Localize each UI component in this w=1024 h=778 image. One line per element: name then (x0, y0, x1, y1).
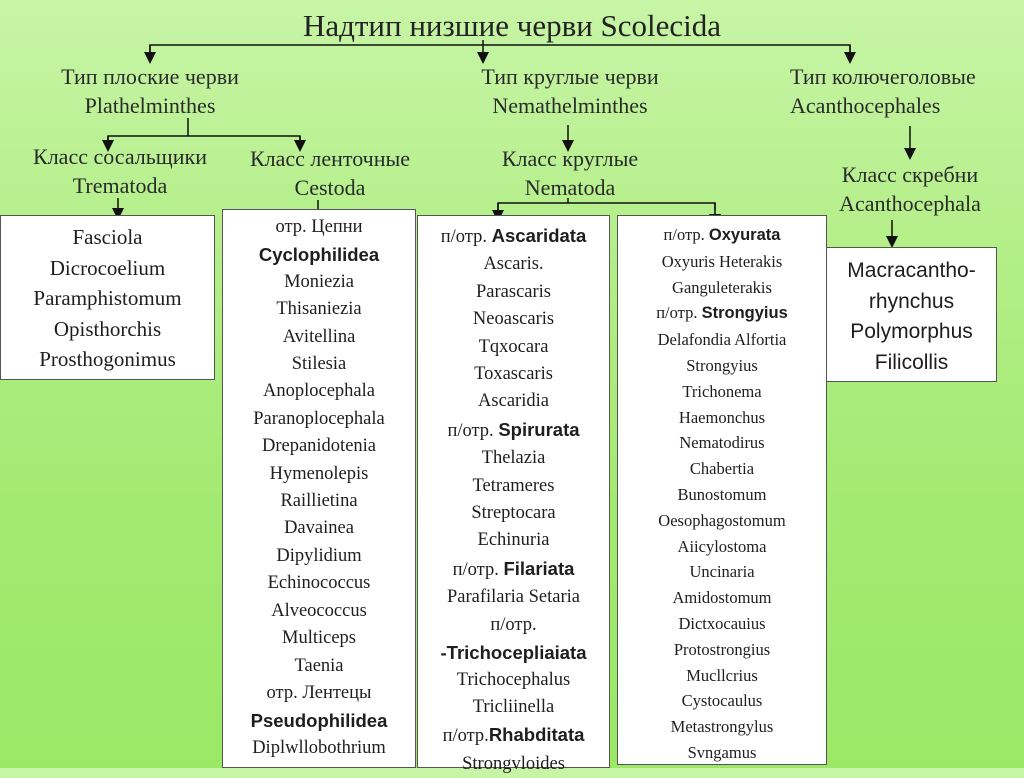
suborder-row (618, 222, 826, 249)
order-label: отр. Цепни (275, 217, 363, 237)
list-item: Thisaniezia (276, 299, 362, 320)
list-item: Oxyuris Heterakis (661, 251, 783, 271)
list-item: Stilesia (291, 354, 347, 375)
list-item: Anoplocephala (263, 381, 375, 402)
list-item: Cystocaulus (681, 691, 763, 711)
suborder-row (418, 555, 609, 584)
suborder-name: Spirurata (498, 418, 580, 440)
list-item: Tricliinella (472, 696, 555, 717)
suborder-prefix: п/отр. (452, 559, 499, 580)
list-item: Nematodirus (679, 433, 765, 453)
list-item: Multiceps (282, 628, 356, 649)
class-nematoda (470, 144, 670, 202)
list-item: Paramphistomum (33, 286, 182, 310)
class-trematoda-ru: Класс сосальщики (33, 144, 207, 169)
list-item: Echinuria (477, 530, 550, 551)
suborder-prefix: п/отр. (440, 227, 487, 247)
suborder-name: Rhabditata (488, 724, 585, 746)
suborder-name: Filariata (503, 557, 575, 579)
list-item: Polymorphus (850, 320, 973, 343)
phylum-plathelminthes (20, 62, 280, 120)
list-item: Avitellina (282, 326, 356, 347)
list-item: Mucllcrius (686, 665, 758, 685)
class-acanthocephala-latin: Acanthocephala (839, 191, 981, 216)
list-item: Delafondia Alfortia (657, 330, 787, 350)
list-item: Prosthogonimus (39, 347, 176, 371)
list-item: Dicrocoelium (49, 255, 166, 280)
list-item: Drepanidotenia (261, 436, 377, 457)
list-item: Dipylidium (276, 545, 362, 566)
trematoda-genera-box (0, 215, 215, 380)
list-item: Trichonema (682, 381, 762, 401)
class-cestoda-ru: Класс ленточные (249, 146, 411, 171)
list-item: Toxascaris (474, 364, 553, 385)
suborder-name: -Trichocepliaiata (440, 642, 587, 664)
list-item: rhynchus (868, 289, 955, 313)
list-item: Fasciola (72, 225, 143, 249)
list-item: Opisthorchis (53, 316, 162, 341)
class-trematoda (10, 142, 230, 200)
cestoda-genera-box (222, 209, 416, 768)
list-item: Filicollis (874, 350, 949, 374)
list-item: Macracantho- (847, 259, 976, 282)
acanthocephala-genera-box (826, 247, 997, 382)
list-item: Parafilaria Setaria (446, 587, 581, 608)
suborder-row (418, 222, 609, 251)
list-item: Haemonchus (678, 407, 766, 427)
nematoda-genera-box-2 (617, 215, 827, 765)
list-item: Thelazia (481, 448, 546, 469)
list-item: Streptocara (471, 503, 556, 524)
list-item: Ascaris. (483, 254, 544, 275)
suborder-row (618, 300, 826, 327)
class-acanthocephala-ru: Класс скребни (841, 162, 979, 187)
order-label: отр. Лентецы (266, 682, 372, 703)
suborder-prefix: п/отр. (442, 726, 489, 747)
phylum-nemathelminthes-ru: Тип круглые черви (481, 64, 659, 89)
class-cestoda (225, 144, 435, 202)
list-item: Strongvloides (462, 753, 565, 774)
class-cestoda-latin: Cestoda (294, 175, 366, 200)
suborder-prefix: п/отр. (656, 303, 698, 323)
list-item: Chabertia (689, 459, 755, 479)
list-item: Raillietina (280, 491, 358, 512)
phylum-nemathelminthes (440, 62, 700, 120)
suborder-prefix: п/отр. (447, 420, 494, 441)
list-item: Metastrongylus (670, 717, 774, 737)
suborder-name: Ascaridata (491, 225, 587, 246)
phylum-plathelminthes-ru: Тип плоские черви (61, 64, 239, 89)
phylum-plathelminthes-latin: Plathelminthes (84, 93, 216, 118)
class-trematoda-latin: Trematoda (72, 173, 168, 198)
suborder-name: Oxyurata (708, 226, 781, 244)
nematoda-bracket-line (498, 203, 715, 210)
list-item: Neoascaris (472, 309, 555, 330)
list-item: Echinococcus (267, 573, 371, 594)
list-item: Parascaris (476, 281, 551, 302)
class-nematoda-ru: Класс круглые (501, 146, 639, 171)
suborder-prefix: п/отр. (490, 614, 537, 635)
title-bracket-line (150, 45, 850, 58)
order-name: Pseudophilidea (250, 710, 388, 732)
list-item: Aiicylostoma (677, 536, 767, 556)
phylum-acanthocephales-latin: Acanthocephales (790, 93, 941, 118)
list-item: Davainea (284, 518, 354, 539)
phylum-nemathelminthes-latin: Nemathelminthes (492, 93, 648, 118)
class-nematoda-latin: Nematoda (524, 175, 616, 200)
suborder-prefix: п/отр. (663, 225, 705, 244)
nematoda-genera-box-1 (417, 215, 610, 774)
list-item: Diplwllobothrium (252, 737, 386, 758)
list-item: Trichocephalus (456, 669, 571, 690)
list-item: Alveococcus (271, 600, 367, 621)
list-item: Hymenolepis (269, 463, 369, 484)
list-item: Uncinaria (689, 562, 755, 582)
list-item: Taenia (294, 655, 344, 676)
list-item: Dictxocauius (678, 613, 766, 633)
list-item: Ganguleterakis (672, 277, 772, 297)
order-name: Cyclophilidea (258, 244, 380, 266)
list-item: Amidostomum (672, 588, 772, 608)
list-item: Ascaridia (478, 391, 549, 412)
list-item: Svngamus (687, 742, 757, 762)
list-item: Tqxocara (478, 336, 549, 357)
diagram-title: Надтип низшие черви Scolecida (302, 8, 722, 43)
list-item: Moniezia (284, 271, 354, 292)
suborder-row (418, 721, 609, 750)
list-item: Tetrameres (472, 475, 555, 496)
phylum-acanthocephales-ru: Тип колючеголовые (790, 64, 976, 89)
suborder-name: Strongyius (701, 304, 788, 323)
list-item: Protostrongius (673, 639, 771, 659)
class-acanthocephala (800, 160, 1020, 218)
list-item: Strongyius (686, 355, 758, 375)
list-item: Paranoplocephala (253, 408, 385, 429)
phylum-acanthocephales (790, 62, 1020, 120)
suborder-row (418, 416, 609, 445)
list-item: Oesophagostomum (658, 510, 786, 530)
list-item: Bunostomum (677, 484, 767, 504)
